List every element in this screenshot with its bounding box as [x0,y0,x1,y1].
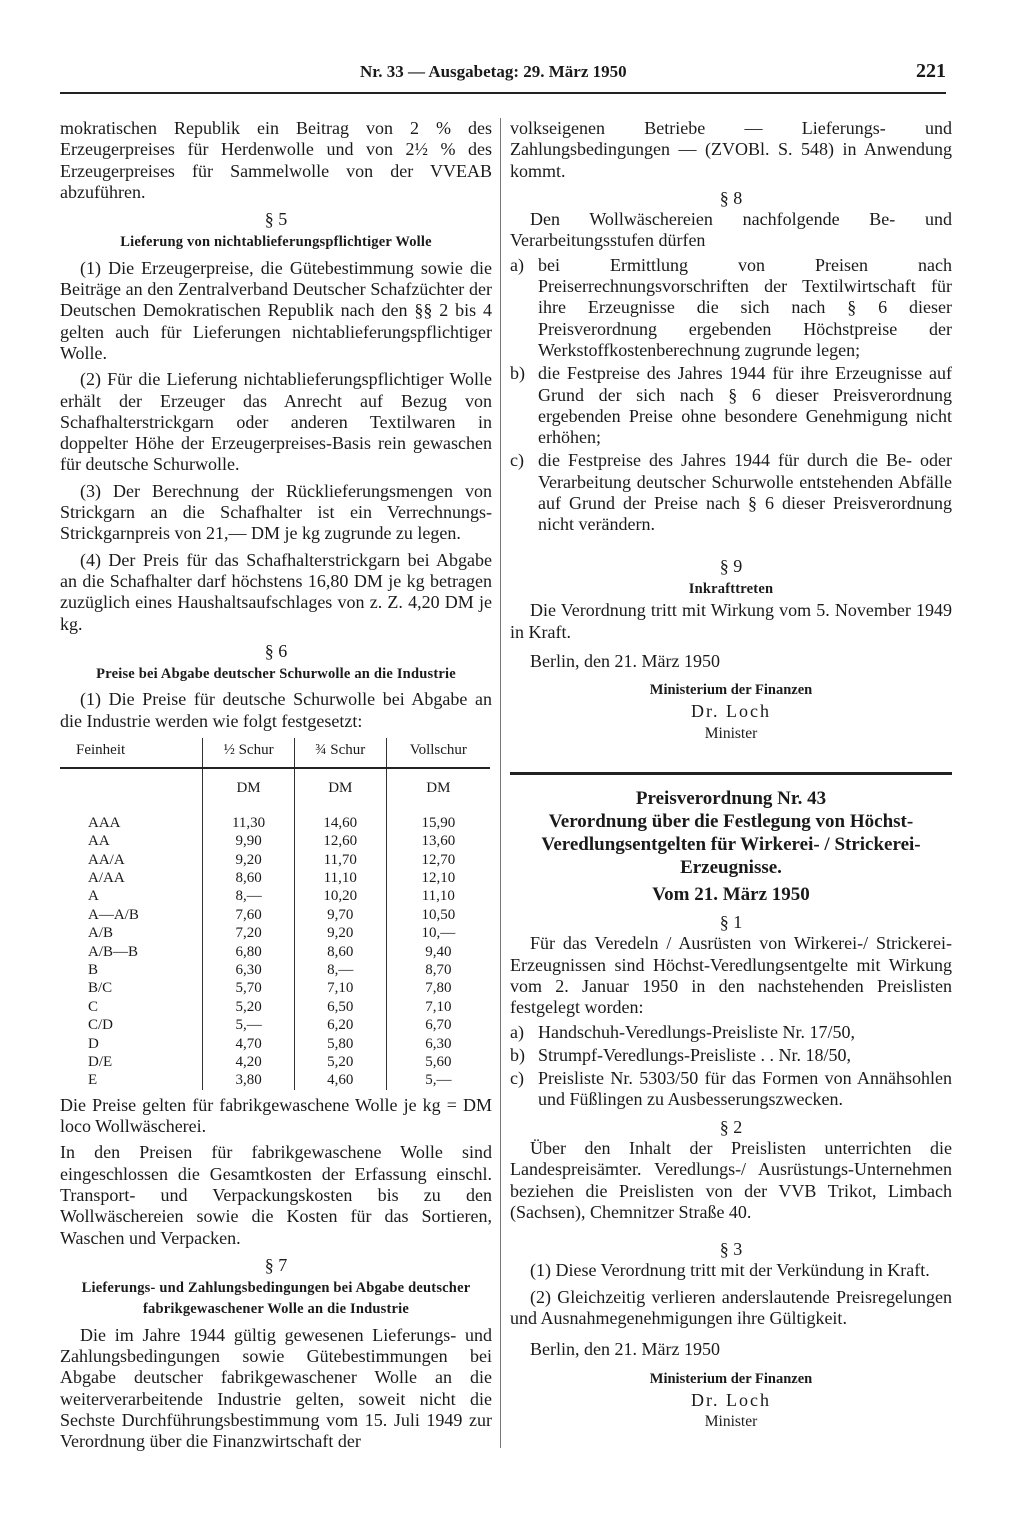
table-row [60,998,490,1016]
price-table-header [60,738,490,768]
price-cell: 12,10 [386,869,490,887]
price-cell: 11,10 [386,887,490,905]
price-cell: 11,70 [294,851,386,869]
list-item-text: bei Ermittlung von Preisen nach Preiserrechnungsvorschriften der Textilwirtschaft für ihre Erzeugnisse die sich nach § 6 dieser Preisverordnung ergebenden Höchstpreise der Werkstoffkostenberechnung zugrunde legen; [538,254,952,360]
price-cell: 14,60 [294,814,386,832]
price-cell: 5,20 [294,1053,386,1071]
left-column [60,118,492,1453]
table-row [60,906,490,924]
list-item-text: Handschuh-Veredlungs-Preisliste Nr. 17/50, [538,1021,855,1042]
price-cell: 6,20 [294,1016,386,1034]
section-5-paragraph-4: (4) Der Preis für das Schafhalterstrickgarn bei Abgabe an die Schafhalter darf höchstens 16,80 DM je kg betragen zuzüglich eines Haushaltsaufschlages von z. Z. 4,20 DM je kg. [60,549,492,634]
list-item-text: die Festpreise des Jahres 1944 für ihre Erzeugnisse auf Grund der sich nach § 6 dieser Preisverordnung ergebenden Preise ohne besondere Genehmigung nicht erhöhen; [538,363,952,448]
price-cell: 12,60 [294,832,386,850]
right-column [510,118,952,1433]
price-cell: 15,90 [386,814,490,832]
signature-place-date: Berlin, den 21. März 1950 [530,1339,720,1360]
price-cell: 5,20 [203,998,295,1016]
price-cell: 5,80 [294,1035,386,1053]
column-header: Feinheit [60,738,203,768]
price-cell: 9,20 [294,924,386,942]
price-cell: 8,60 [203,869,295,887]
decree-list [510,1022,952,1111]
list-item [510,363,952,448]
table-row [60,869,490,887]
section-9-number: § 9 [719,555,743,576]
price-cell: 7,10 [386,998,490,1016]
list-item-label: a) [510,1021,524,1042]
price-cell: 4,60 [294,1071,386,1089]
price-cell: 9,40 [386,943,490,961]
continuation-paragraph: volkseigenen Betriebe — Lieferungs- und Zahlungsbedingungen — (ZVOBl. S. 548) in Anwendung kommt. [510,118,952,181]
list-item [510,1045,952,1066]
header-rule [60,92,946,94]
price-cell: 7,60 [203,906,295,924]
column-divider [500,118,501,1448]
grade-cell: A/B—B [88,943,139,960]
grade-cell: A/AA [88,869,125,886]
section-7-heading: Lieferungs- und Zahlungsbedingungen bei Abgabe deutscher fabrikgewaschener Wolle an die Industrie [81,1280,471,1318]
table-row [60,979,490,997]
section-6-paragraph-1: (1) Die Preise für deutsche Schurwolle bei Abgabe an die Industrie werden wie folgt festgesetzt: [60,689,492,731]
issue-line: Nr. 33 — Ausgabetag: 29. März 1950 [360,62,627,81]
decree-separator [510,772,952,775]
price-cell: 11,10 [294,869,386,887]
decree-section-2-paragraph: Über den Inhalt der Preislisten unterrichten die Landespreisämter. Veredlungs-/ Ausrüstungs-Unternehmen beziehen die Preislisten von der VVB Trikot, Limbach (Sachsen), Chemnitzer Straße 40. [510,1137,952,1222]
grade-cell: D [88,1035,99,1052]
grade-cell: AAA [88,814,121,831]
price-cell: 8,— [203,887,295,905]
decree-section-1-paragraph: Für das Veredeln / Ausrüsten von Wirkerei-/ Strickerei-Erzeugnissen sind Höchst-Veredlungsentgelte mit Wirkung vom 2. Januar 1950 in den nachstehenden Preislisten festgelegt worden: [510,933,952,1018]
signature-title: Minister [704,1413,758,1431]
section-5-heading: Lieferung von nichtablieferungspflichtiger Wolle [120,234,432,251]
table-row [60,814,490,832]
section-5-number: § 5 [264,209,288,230]
grade-cell: B [88,961,99,978]
list-item-text: Strumpf-Veredlungs-Preisliste . . Nr. 18/50, [538,1044,851,1065]
grade-cell: C/D [88,1017,114,1034]
grade-cell: AA [88,833,110,850]
decree-section-3-paragraph-1: (1) Diese Verordnung tritt mit der Verkündung in Kraft. [530,1260,930,1281]
decree-section-2-number: § 2 [719,1116,743,1137]
decree-title: Verordnung über die Festlegung von Höchst-Veredlungsentgelten für Wirkerei- / Strickerei-Erzeugnisse. [541,811,921,879]
unit-cell: DM [294,768,386,813]
list-item-label: b) [510,363,525,384]
grade-cell: A/B [88,925,114,942]
price-cell: 12,70 [386,851,490,869]
grade-cell: A [88,888,99,905]
price-cell: 9,70 [294,906,386,924]
price-cell: 9,90 [203,832,295,850]
decree-date: Vom 21. März 1950 [652,884,810,906]
section-8-list [510,255,952,536]
price-cell: 7,10 [294,979,386,997]
section-8-intro: Den Wollwäschereien nachfolgende Be- und Verarbeitungsstufen dürfen [510,209,952,251]
grade-cell: E [88,1072,98,1089]
decree-section-3-paragraph-2: (2) Gleichzeitig verlieren anderslautende Preisregelungen und Ausnahmegenehmigungen ihre Gültigkeit. [510,1286,952,1329]
table-row [60,832,490,850]
price-cell: 10,— [386,924,490,942]
signature-ministry: Ministerium der Finanzen [649,1370,813,1387]
list-item-label: b) [510,1044,525,1065]
price-cell: 9,20 [203,851,295,869]
price-cell: 5,— [203,1016,295,1034]
section-6-heading: Preise bei Abgabe deutscher Schurwolle an die Industrie [96,666,456,683]
table-row [60,943,490,961]
list-item-label: a) [510,254,524,275]
list-item-label: c) [510,1068,524,1089]
price-cell: 7,80 [386,979,490,997]
price-cell: 8,— [294,961,386,979]
grade-cell: B/C [88,980,113,997]
price-cell: 8,60 [294,943,386,961]
section-9-heading: Inkrafttreten [688,580,774,597]
price-cell: 5,60 [386,1053,490,1071]
grade-cell: D/E [88,1054,113,1070]
grade-cell: C [88,998,99,1015]
list-item-text: die Festpreise des Jahres 1944 für durch die Be- oder Verarbeitung deutscher Schurwolle entstehenden Abfälle auf Grund der Preise nach § 6 dieser Preisverordnung nicht verändern. [538,450,952,535]
list-item [510,1022,952,1043]
unit-row [60,768,490,813]
table-row [60,887,490,905]
column-header: ½ Schur [203,738,295,768]
section-5-paragraph-1: (1) Die Erzeugerpreise, die Gütebestimmung sowie die Beiträge an den Zentralverband Deutscher Schafzüchter der Deutschen Demokratischen Republik nach den §§ 2 bis 4 gelten auch für Lieferungen nichtablieferungspflichtiger Wolle. [60,257,492,363]
list-item-label: c) [510,450,524,471]
signature-name: Dr. Loch [691,1389,771,1410]
page-number: 221 [916,60,946,82]
section-7-paragraph-1: Die im Jahre 1944 gültig gewesenen Lieferungs- und Zahlungsbedingungen sowie Gütebestimmungen bei Abgabe deutscher fabrikgewaschener Wolle an die weiterverarbeitende Industrie gelten, soweit nicht die Sechste Durchführungsbestimmung vom 15. Juli 1949 zur Verordnung über die Finanzwirtschaft der [60,1324,492,1452]
price-cell: 5,— [386,1071,490,1089]
price-cell: 6,70 [386,1016,490,1034]
section-9-paragraph: Die Verordnung tritt mit Wirkung vom 5. November 1949 in Kraft. [510,600,952,642]
price-cell: 10,20 [294,887,386,905]
price-cell: 11,30 [203,814,295,832]
signature-title: Minister [704,724,758,742]
column-header: ¾ Schur [294,738,386,768]
section-6-paragraph-2: Die Preise gelten für fabrikgewaschene Wolle je kg = DM loco Wollwäscherei. [60,1094,492,1137]
signature-ministry: Ministerium der Finanzen [649,682,813,699]
decree-number: Preisverordnung Nr. 43 [635,788,827,810]
page-header [60,62,946,98]
section-7-number: § 7 [264,1254,288,1275]
column-header: Vollschur [386,738,490,768]
price-cell: 5,70 [203,979,295,997]
price-cell: 6,80 [203,943,295,961]
table-row [60,1035,490,1053]
list-item [510,255,952,361]
signature-place-date: Berlin, den 21. März 1950 [530,650,720,671]
price-cell: 10,50 [386,906,490,924]
list-item-text: Preisliste Nr. 5303/50 für das Formen von Annähsohlen und Füßlingen zu Ausbesserungszwecken. [538,1068,952,1110]
table-row [60,961,490,979]
decree-section-1-number: § 1 [719,912,743,933]
unit-cell [60,768,203,813]
list-item [510,1068,952,1111]
grade-cell: AA/A [88,851,125,868]
list-item [510,450,952,535]
price-cell: 6,30 [203,961,295,979]
table-row [60,1016,490,1034]
price-cell: 7,20 [203,924,295,942]
table-row [60,924,490,942]
intro-paragraph: mokratischen Republik ein Beitrag von 2 % des Erzeugerpreises für Herdenwolle und von 2½ % des Erzeugerpreises für Sammelwolle von der VVEAB abzuführen. [60,118,492,202]
unit-cell: DM [203,768,295,813]
price-cell: 6,50 [294,998,386,1016]
section-6-paragraph-3: In den Preisen für fabrikgewaschene Wolle sind eingeschlossen die Gesamtkosten der Erfassung einschl. Transport- und Verpackungskosten bis zu den Wollwäschereien sowie die Kosten für das Sortieren, Waschen und Verpacken. [60,1142,492,1248]
section-5-paragraph-3: (3) Der Berechnung der Rücklieferungsmengen von Strickgarn an die Schafhalter ist ein Verrechnungs-Strickgarnpreis von 21,— DM je kg zugrunde zu legen. [60,480,492,544]
price-cell: 4,70 [203,1035,295,1053]
grade-cell: A—A/B [88,906,139,923]
table-row [60,1053,490,1071]
section-5-paragraph-2: (2) Für die Lieferung nichtablieferungspflichtiger Wolle erhält der Erzeuger das Anrecht auf Bezug von Schafhalterstrickgarn oder anderen Textilwaren in doppelter Höhe der Erzeugerpreises-Basis rein gewaschen für deutsche Schurwolle. [60,369,492,475]
section-8-number: § 8 [719,187,743,208]
price-cell: 8,70 [386,961,490,979]
price-cell: 13,60 [386,832,490,850]
table-row [60,1071,490,1089]
price-cell: 4,20 [203,1053,295,1071]
price-cell: 3,80 [203,1071,295,1089]
signature-name: Dr. Loch [691,701,771,722]
price-table [60,738,490,1090]
section-6-number: § 6 [264,640,288,661]
unit-cell: DM [386,768,490,813]
decree-section-3-number: § 3 [719,1239,743,1260]
price-cell: 6,30 [386,1035,490,1053]
table-row [60,851,490,869]
